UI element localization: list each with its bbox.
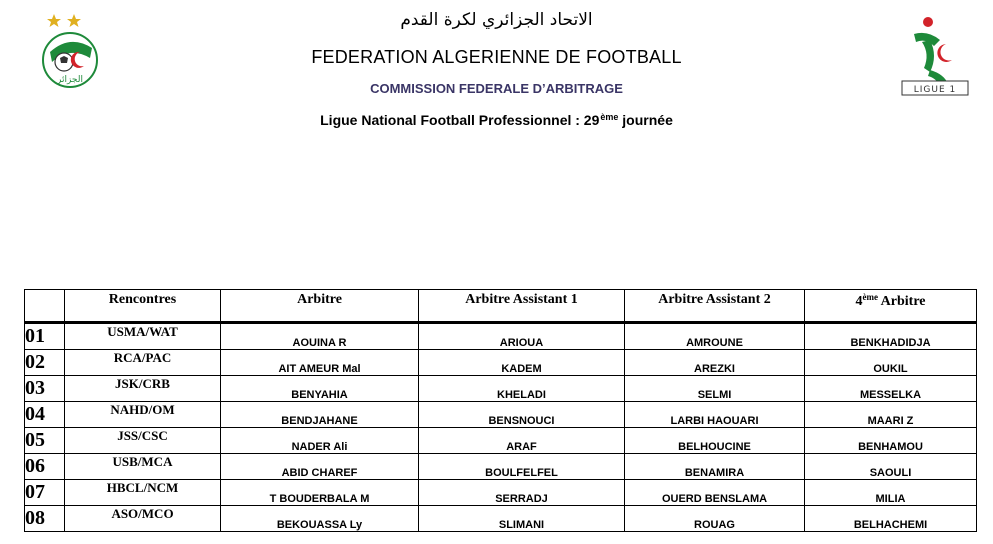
header-rencontres: Rencontres (65, 290, 221, 323)
assistant1-cell: SERRADJ (419, 480, 625, 506)
referee-assignments-table (24, 289, 977, 532)
ligue-prefix: Ligue National Football Professionnel : 29 (320, 112, 600, 128)
commission-title: COMMISSION FEDERALE D’ARBITRAGE (370, 81, 623, 96)
ligue-sup: ème (600, 112, 619, 122)
assistant1-cell: SLIMANI (419, 506, 625, 532)
table-row (25, 454, 977, 480)
federation-title: FEDERATION ALGERIENNE DE FOOTBALL (311, 47, 682, 67)
assistant2-cell: LARBI HAOUARI (625, 402, 805, 428)
ligue-round-title (0, 112, 993, 128)
match-cell: HBCL/NCM (65, 480, 221, 506)
assistant2-cell: SELMI (625, 376, 805, 402)
svg-text:الجزائر: الجزائر (57, 75, 83, 85)
table-row (25, 480, 977, 506)
referee-cell: AIT AMEUR Mal (221, 350, 419, 376)
fourth-referee-cell: BELHACHEMI (805, 506, 977, 532)
fourth-referee-cell: MILIA (805, 480, 977, 506)
svg-text:LIGUE 1: LIGUE 1 (913, 85, 957, 95)
row-number: 01 (25, 323, 65, 350)
row-number: 04 (25, 402, 65, 428)
referee-cell: T BOUDERBALA M (221, 480, 419, 506)
table-row (25, 350, 977, 376)
arabic-title: الاتحاد الجزائري لكرة القدم (400, 10, 593, 30)
header-assistant-2: Arbitre Assistant 2 (625, 290, 805, 323)
fourth-referee-cell: OUKIL (805, 350, 977, 376)
match-cell: USMA/WAT (65, 323, 221, 350)
referee-cell: NADER Ali (221, 428, 419, 454)
assistant1-cell: ARIOUA (419, 323, 625, 350)
assistant2-cell: ROUAG (625, 506, 805, 532)
header-fourth-referee (805, 290, 977, 323)
fourth-referee-cell: BENHAMOU (805, 428, 977, 454)
match-cell: NAHD/OM (65, 402, 221, 428)
row-number: 03 (25, 376, 65, 402)
table-row (25, 323, 977, 350)
header-fourth-sup: ème (862, 292, 878, 302)
assistant1-cell: BENSNOUCI (419, 402, 625, 428)
ligue-suffix: journée (618, 112, 673, 128)
fourth-referee-cell: BENKHADIDJA (805, 323, 977, 350)
table-row (25, 376, 977, 402)
referee-cell: AOUINA R (221, 323, 419, 350)
fourth-referee-cell: MAARI Z (805, 402, 977, 428)
table-row (25, 428, 977, 454)
referee-cell: ABID CHAREF (221, 454, 419, 480)
assistant2-cell: AMROUNE (625, 323, 805, 350)
match-cell: JSS/CSC (65, 428, 221, 454)
fourth-referee-cell: SAOULI (805, 454, 977, 480)
assistant2-cell: OUERD BENSLAMA (625, 480, 805, 506)
match-cell: JSK/CRB (65, 376, 221, 402)
assistant2-cell: BELHOUCINE (625, 428, 805, 454)
referee-cell: BEKOUASSA Ly (221, 506, 419, 532)
table-row (25, 506, 977, 532)
row-number: 06 (25, 454, 65, 480)
assistant1-cell: KADEM (419, 350, 625, 376)
row-number: 02 (25, 350, 65, 376)
row-number: 05 (25, 428, 65, 454)
table-row (25, 402, 977, 428)
header-num (25, 290, 65, 323)
row-number: 08 (25, 506, 65, 532)
header-fourth-prefix: 4 (855, 294, 863, 309)
header-assistant-1: Arbitre Assistant 1 (419, 290, 625, 323)
assistant2-cell: BENAMIRA (625, 454, 805, 480)
assistant1-cell: ARAF (419, 428, 625, 454)
header-arbitre: Arbitre (221, 290, 419, 323)
fourth-referee-cell: MESSELKA (805, 376, 977, 402)
assistant1-cell: KHELADI (419, 376, 625, 402)
referee-cell: BENYAHIA (221, 376, 419, 402)
assistant1-cell: BOULFELFEL (419, 454, 625, 480)
match-cell: ASO/MCO (65, 506, 221, 532)
match-cell: USB/MCA (65, 454, 221, 480)
row-number: 07 (25, 480, 65, 506)
match-cell: RCA/PAC (65, 350, 221, 376)
header-fourth-suffix: Arbitre (877, 294, 926, 309)
assistant2-cell: AREZKI (625, 350, 805, 376)
table-header-row (25, 290, 977, 323)
referee-cell: BENDJAHANE (221, 402, 419, 428)
